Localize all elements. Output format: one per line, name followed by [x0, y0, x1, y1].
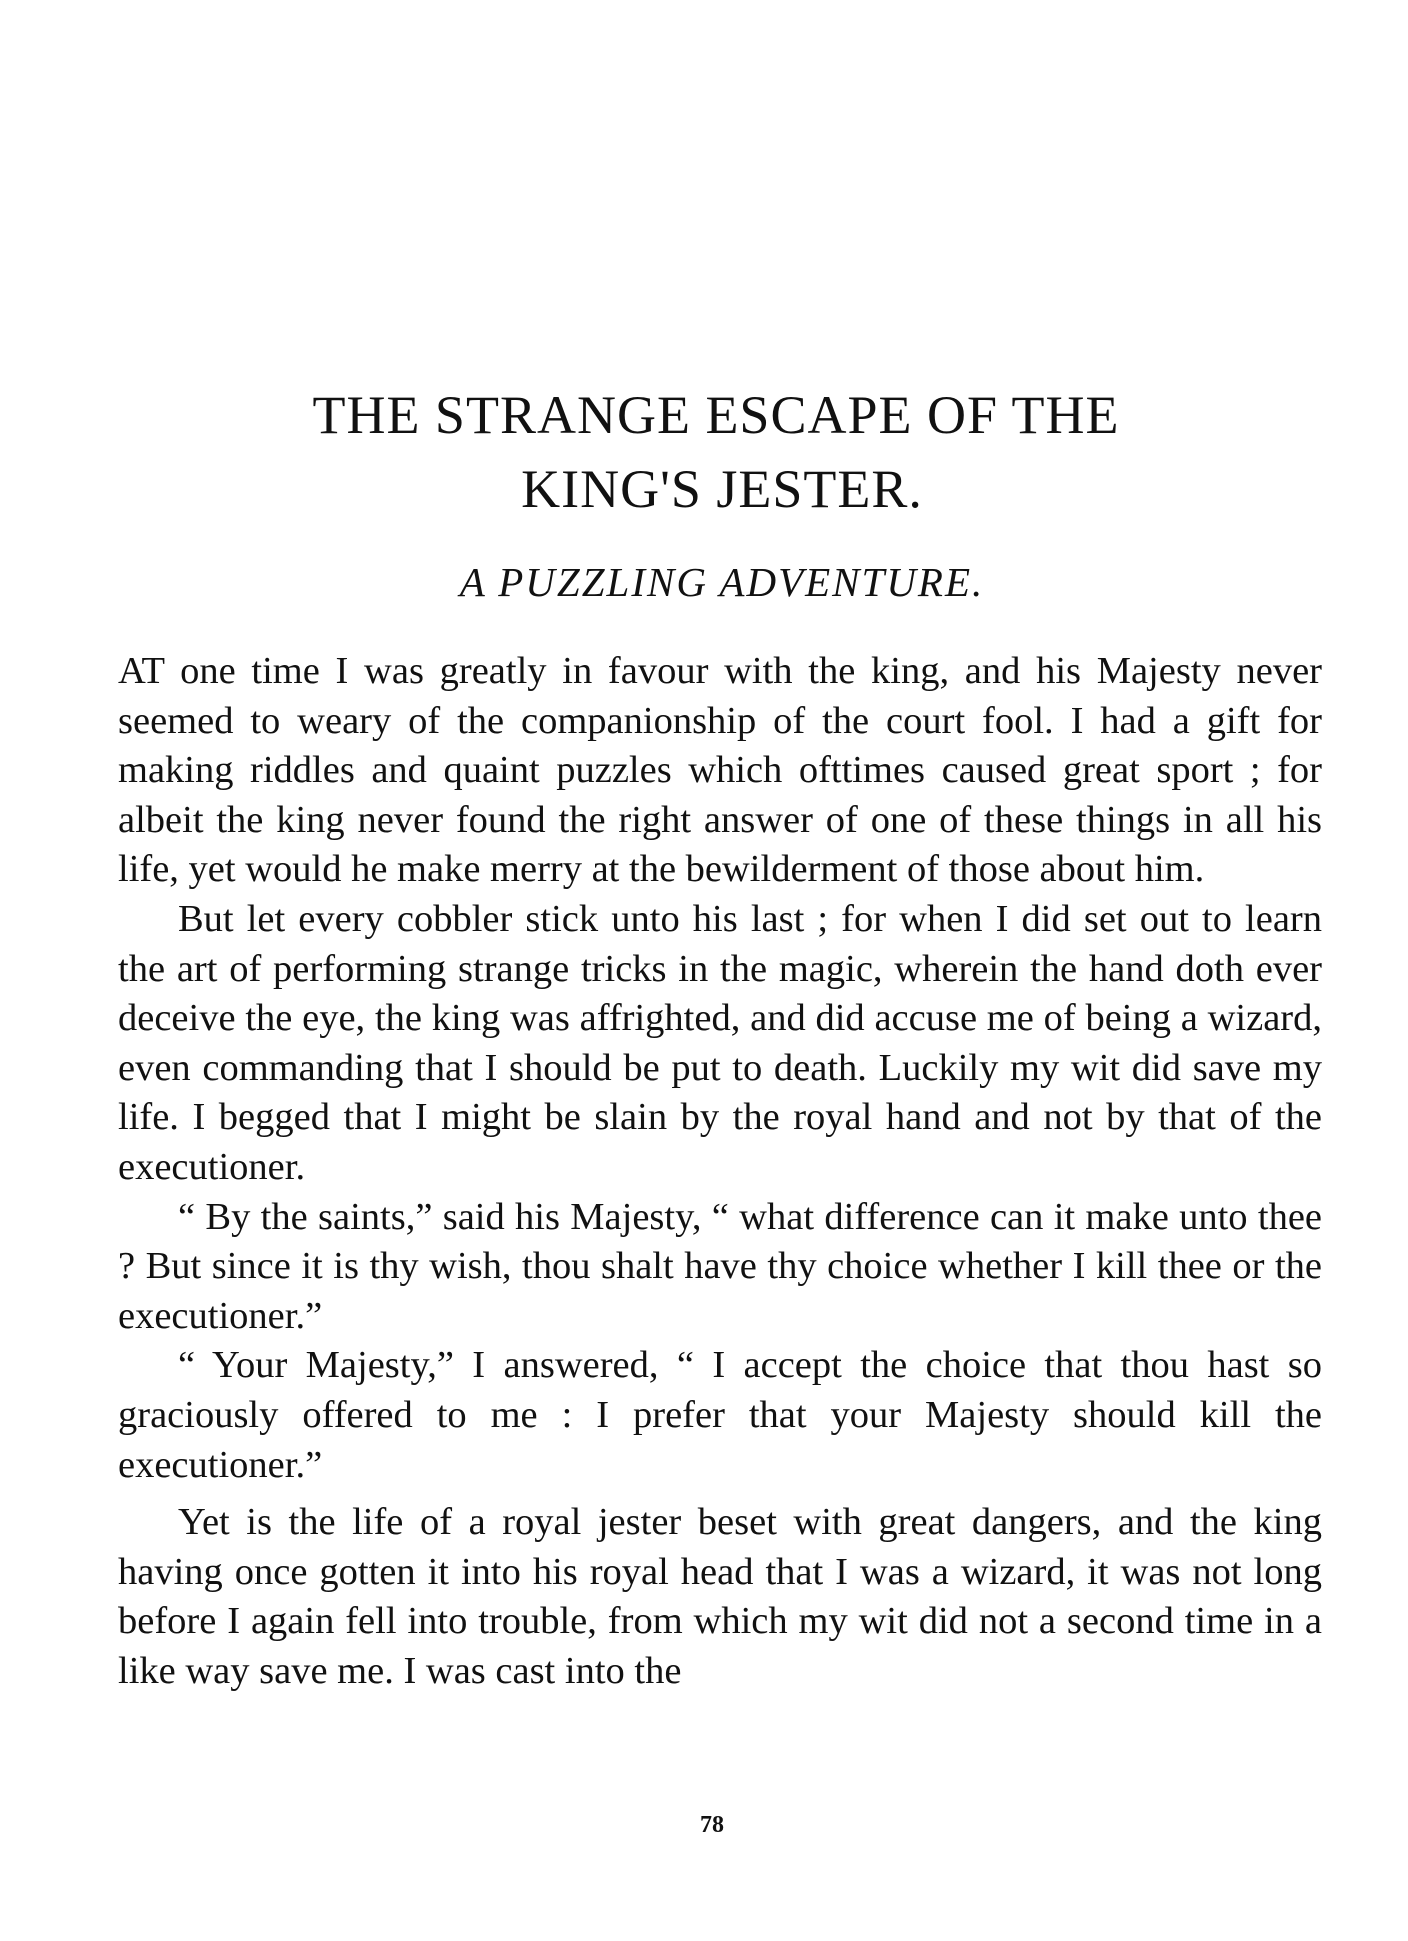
chapter-title-line-1: THE STRANGE ESCAPE OF THE	[312, 385, 1120, 445]
paragraph-1: AT one time I was greatly in favour with the king, and his Majesty never seemed to weary of the companionship of the court fool. I had a gift for making riddles and quaint puzzles which ofttimes caused great sport ; for albeit the king never found the right answer of one of these things in all his life, yet would he make merry at the bewilderment of those about him.	[118, 650, 1322, 891]
paragraph-2: But let every cobbler stick unto his last ; for when I did set out to learn the art of performing strange tricks in the magic, wherein the hand doth ever deceive the eye, the king was affrighted, and did accuse me of being a wizard, even commanding that I should be put to death. Luckily my wit did save my life. I begged that I might be slain by the royal hand and not by that of the executioner.	[118, 897, 1322, 1188]
page-number: 78	[700, 1812, 724, 1838]
paragraph-4: “ Your Majesty,” I answered, “ I accept the choice that thou hast so graciously offered to me : I prefer that your Majesty should kill the executioner.”	[118, 1344, 1322, 1486]
chapter-subtitle: A PUZZLING ADVENTURE.	[459, 559, 985, 605]
chapter-title-line-2: KING'S JESTER.	[521, 459, 923, 519]
paragraph-3: “ By the saints,” said his Majesty, “ what difference can it make unto thee ? But since it is thy wish, thou shalt have thy choice whether I kill thee or the executioner.”	[118, 1195, 1322, 1337]
body-text	[118, 647, 1322, 1696]
paragraph-5: Yet is the life of a royal jester beset with great dangers, and the king having once gotten it into his royal head that I was a wizard, it was not long before I again fell into trouble, from which my wit did not a second time in a like way save me. I was cast into the	[118, 1501, 1322, 1692]
